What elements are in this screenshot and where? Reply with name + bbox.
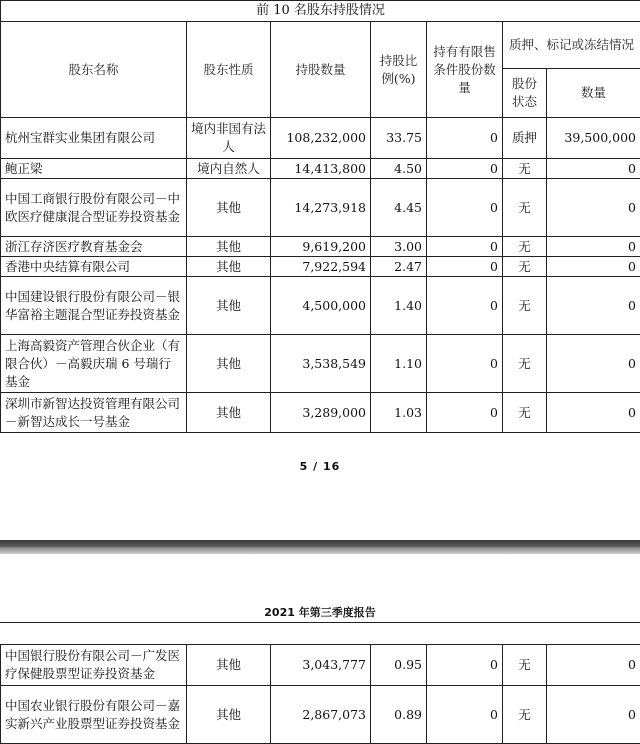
top10-shareholders-table-continued — [0, 644, 640, 744]
cell-ratio: 4.45 — [371, 179, 427, 237]
cell-name: 中国银行股份有限公司－广发医疗保健股票型证券投资基金 — [1, 645, 187, 686]
cell-restricted: 0 — [427, 393, 503, 433]
cell-shares: 3,043,777 — [271, 645, 371, 686]
cell-status: 无 — [503, 237, 547, 257]
cell-nature: 其他 — [187, 645, 271, 686]
report-page-6 — [0, 554, 640, 744]
cell-name: 深圳市新智达投资管理有限公司－新智达成长一号基金 — [1, 393, 187, 433]
cell-restricted: 0 — [427, 686, 503, 744]
cell-restricted: 0 — [427, 645, 503, 686]
cell-name: 杭州宝群实业集团有限公司 — [1, 118, 187, 159]
cell-ratio: 0.95 — [371, 645, 427, 686]
cell-nature: 其他 — [187, 257, 271, 277]
cell-status: 无 — [503, 159, 547, 179]
table-row — [1, 277, 640, 335]
cell-qty: 0 — [547, 335, 640, 393]
cell-shares: 14,273,918 — [271, 179, 371, 237]
header-shareholder-name: 股东名称 — [1, 22, 187, 118]
cell-shares: 3,538,549 — [271, 335, 371, 393]
cell-name: 上海高毅资产管理合伙企业（有限合伙）－高毅庆瑞 6 号瑞行基金 — [1, 335, 187, 393]
cell-ratio: 1.03 — [371, 393, 427, 433]
cell-name: 中国工商银行股份有限公司－中欧医疗健康混合型证券投资基金 — [1, 179, 187, 237]
table-row — [1, 237, 640, 257]
cell-status: 无 — [503, 645, 547, 686]
table-row — [1, 257, 640, 277]
cell-ratio: 1.40 — [371, 277, 427, 335]
header-pledge-quantity: 数量 — [547, 69, 640, 118]
report-title: 2021 年第三季度报告 — [264, 606, 376, 619]
cell-qty: 0 — [547, 257, 640, 277]
header-restricted-shares: 持有有限售条件股份数量 — [427, 22, 503, 118]
table-row — [1, 179, 640, 237]
cell-nature: 其他 — [187, 335, 271, 393]
cell-shares: 108,232,000 — [271, 118, 371, 159]
page-separator — [0, 540, 640, 554]
cell-qty: 0 — [547, 179, 640, 237]
cell-status: 无 — [503, 335, 547, 393]
table-caption-row — [1, 1, 640, 22]
cell-ratio: 2.47 — [371, 257, 427, 277]
cell-status: 质押 — [503, 118, 547, 159]
cell-restricted: 0 — [427, 159, 503, 179]
cell-shares: 3,289,000 — [271, 393, 371, 433]
cell-qty: 0 — [547, 645, 640, 686]
cell-qty: 0 — [547, 686, 640, 744]
cell-nature: 其他 — [187, 686, 271, 744]
cell-restricted: 0 — [427, 179, 503, 237]
table-row — [1, 335, 640, 393]
cell-status: 无 — [503, 277, 547, 335]
cell-qty: 0 — [547, 237, 640, 257]
cell-ratio: 3.00 — [371, 237, 427, 257]
table-row — [1, 393, 640, 433]
cell-name: 中国农业银行股份有限公司－嘉实新兴产业股票型证券投资基金 — [1, 686, 187, 744]
table-row — [1, 118, 640, 159]
header-rule — [0, 622, 640, 623]
header-row-1 — [1, 22, 640, 69]
cell-shares: 9,619,200 — [271, 237, 371, 257]
cell-restricted: 0 — [427, 237, 503, 257]
table-row — [1, 686, 640, 744]
cell-restricted: 0 — [427, 277, 503, 335]
cell-restricted: 0 — [427, 257, 503, 277]
header-shareholder-nature: 股东性质 — [187, 22, 271, 118]
header-share-status: 股份状态 — [503, 69, 547, 118]
cell-status: 无 — [503, 686, 547, 744]
cell-shares: 4,500,000 — [271, 277, 371, 335]
cell-nature: 其他 — [187, 237, 271, 257]
cell-qty: 0 — [547, 393, 640, 433]
page-number: 5 / 16 — [299, 460, 341, 473]
cell-status: 无 — [503, 393, 547, 433]
table-row — [1, 159, 640, 179]
cell-nature: 境内非国有法人 — [187, 118, 271, 159]
cell-shares: 14,413,800 — [271, 159, 371, 179]
cell-qty: 39,500,000 — [547, 118, 640, 159]
header-pledge-group: 质押、标记或冻结情况 — [503, 22, 640, 69]
header-shares-held: 持股数量 — [271, 22, 371, 118]
cell-status: 无 — [503, 179, 547, 237]
cell-ratio: 4.50 — [371, 159, 427, 179]
cell-nature: 其他 — [187, 179, 271, 237]
cell-shares: 7,922,594 — [271, 257, 371, 277]
cell-nature: 境内自然人 — [187, 159, 271, 179]
cell-ratio: 33.75 — [371, 118, 427, 159]
cell-restricted: 0 — [427, 335, 503, 393]
cell-restricted: 0 — [427, 118, 503, 159]
table-row — [1, 645, 640, 686]
header-holding-ratio: 持股比例(%) — [371, 22, 427, 118]
cell-qty: 0 — [547, 277, 640, 335]
cell-nature: 其他 — [187, 393, 271, 433]
cell-name: 香港中央结算有限公司 — [1, 257, 187, 277]
cell-name: 浙江存济医疗教育基金会 — [1, 237, 187, 257]
cell-name: 中国建设银行股份有限公司－银华富裕主题混合型证券投资基金 — [1, 277, 187, 335]
section-title: 前 10 名股东持股情况 — [1, 1, 640, 22]
cell-name: 鲍正梁 — [1, 159, 187, 179]
cell-ratio: 1.10 — [371, 335, 427, 393]
cell-nature: 其他 — [187, 277, 271, 335]
cell-qty: 0 — [547, 159, 640, 179]
cell-status: 无 — [503, 257, 547, 277]
cell-ratio: 0.89 — [371, 686, 427, 744]
cell-shares: 2,867,073 — [271, 686, 371, 744]
